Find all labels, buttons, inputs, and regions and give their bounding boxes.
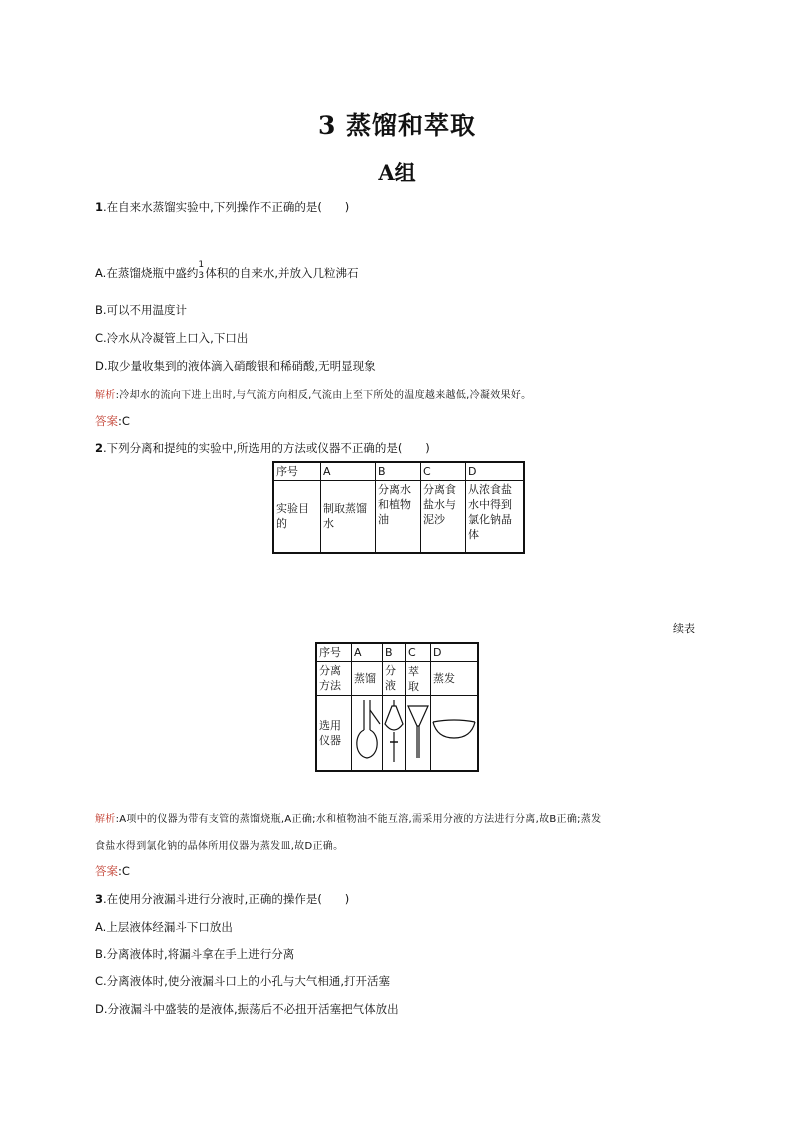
question-2-answer [95,863,130,879]
table-cell [406,696,431,772]
table-cell: 分离食盐水与泥沙 [421,481,466,553]
question-1-option-c: C.冷水从冷凝管上口入,下口出 [95,331,249,345]
question-1-explanation [95,386,531,401]
answer-text: :C [118,414,130,428]
question-1-answer [95,413,130,429]
question-number: 2 [95,441,104,455]
question-1-stem [95,199,349,215]
table-cell [383,696,406,772]
explanation-text: :冷却水的流向下进上出时,与气流方向相反,气流由上至下所处的温度越来越低,冷凝效果好。 [115,390,532,401]
question-3-option-b: B.分离液体时,将漏斗拿在手上进行分离 [95,947,295,961]
question-text: .下列分离和提纯的实验中,所选用的方法或仪器不正确的是( ) [103,441,430,455]
table-cell: C [421,462,466,481]
experiment-purpose-table [272,461,525,554]
answer-label: 答案 [95,864,118,878]
separation-method-table [315,642,479,772]
question-number: 1 [95,200,104,214]
table-cell: 萃取 [406,662,431,696]
table-header-row [316,643,478,662]
table-cell: D [466,462,525,481]
fraction-denominator: 3 [198,270,205,281]
question-1-option-a [95,259,359,281]
question-3-option-a: A.上层液体经漏斗下口放出 [95,920,233,934]
question-1-option-b: B.可以不用温度计 [95,303,188,317]
question-3-stem [95,891,349,907]
page-title: 3 蒸馏和萃取 [317,111,477,140]
table-cell: 分液 [383,662,406,696]
table-row [316,662,478,696]
separatory-funnel-icon [383,696,405,766]
option-text: A.在蒸馏烧瓶中盛约 [95,266,199,280]
answer-text: :C [118,864,130,878]
distillation-flask-icon [352,696,382,766]
option-text: 体积的自来水,并放入几粒沸石 [205,266,359,280]
funnel-icon [406,696,430,766]
table-cell: D [431,643,479,662]
question-text: .在使用分液漏斗进行分液时,正确的操作是( ) [103,892,350,906]
table-cell: 序号 [273,462,321,481]
answer-label: 答案 [95,414,118,428]
question-3-option-d: D.分液漏斗中盛装的是液体,振荡后不必扭开活塞把气体放出 [95,1002,399,1016]
table-cell: 蒸馏 [352,662,383,696]
table-cell: 选用仪器 [316,696,352,772]
fraction [198,259,205,281]
fraction-numerator: 1 [198,259,205,270]
continued-label: 续表 [673,622,695,635]
group-heading: A组 [378,160,416,185]
table-cell: 蒸发 [431,662,479,696]
explanation-label: 解析 [95,390,116,401]
table-cell: B [376,462,421,481]
table-cell: 序号 [316,643,352,662]
question-2-stem [95,440,430,456]
explanation-label: 解析 [95,814,116,825]
table-cell: 制取蒸馏水 [321,481,376,553]
table-row [273,481,524,553]
table-cell [431,696,479,772]
table-cell: A [352,643,383,662]
table-cell: 实验目的 [273,481,321,553]
table-cell: A [321,462,376,481]
evaporating-dish-icon [431,696,477,766]
question-3-option-c: C.分离液体时,使分液漏斗口上的小孔与大气相通,打开活塞 [95,974,390,988]
question-2-explanation-line2: 食盐水得到氯化钠的晶体所用仪器为蒸发皿,故D正确。 [95,841,344,852]
explanation-text: :A项中的仪器为带有支管的蒸馏烧瓶,A正确;水和植物油不能互溶,需采用分液的方法进行分离,故B正确;蒸发 [115,814,602,825]
table-cell: 分离水和植物油 [376,481,421,553]
table-cell: B [383,643,406,662]
table-header-row [273,462,524,481]
question-2-explanation-line1 [95,810,601,825]
question-number: 3 [95,892,104,906]
table-cell [352,696,383,772]
table-cell: 从浓食盐水中得到氯化钠晶体 [466,481,525,553]
table-cell: 分离方法 [316,662,352,696]
question-text: .在自来水蒸馏实验中,下列操作不正确的是( ) [103,200,350,214]
table-cell: C [406,643,431,662]
table-row [316,696,478,772]
question-1-option-d: D.取少量收集到的液体滴入硝酸银和稀硝酸,无明显现象 [95,359,376,373]
